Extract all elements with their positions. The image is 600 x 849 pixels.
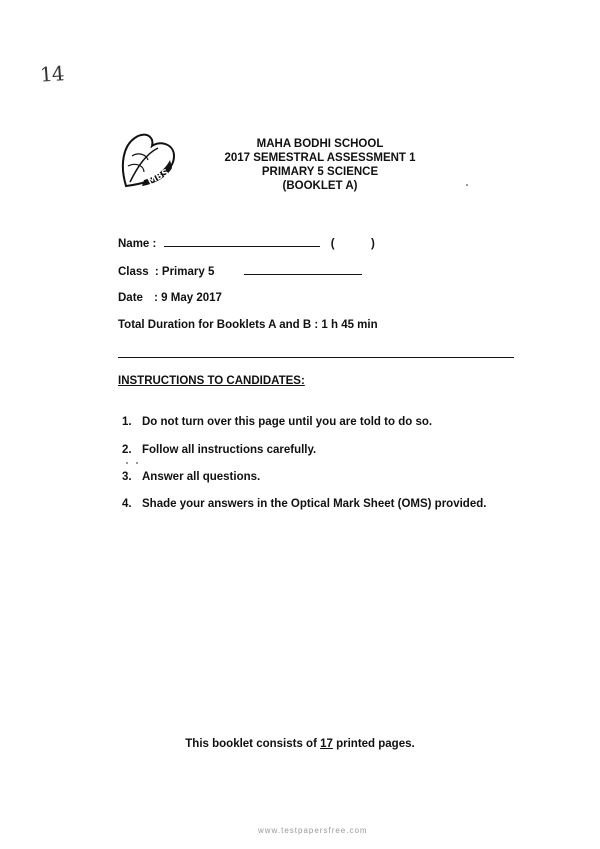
scan-speck: [466, 184, 468, 186]
date-field: [118, 292, 222, 304]
class-field: [118, 264, 362, 278]
total-duration: Total Duration for Booklets A and B : 1 h 45 min: [118, 319, 378, 331]
instruction-item: 3. Answer all questions.: [122, 471, 261, 483]
logo-letters: MBS: [146, 167, 171, 188]
handwritten-page-number: 14: [39, 61, 65, 87]
date-value: : 9 May 2017: [154, 292, 222, 304]
subject-title: PRIMARY 5 SCIENCE: [261, 166, 379, 178]
watermark: www.testpapersfree.com: [258, 826, 368, 835]
name-field: [118, 236, 375, 250]
page-count: 17: [320, 738, 333, 750]
class-value: : Primary 5: [154, 266, 215, 278]
page-count-note: This booklet consists of 17 printed pages.: [185, 738, 415, 750]
scan-speck: [136, 462, 138, 464]
instruction-item: 4. Shade your answers in the Optical Mark Sheet (OMS) provided.: [122, 498, 487, 510]
name-label: Name :: [118, 238, 157, 250]
scan-speck: [126, 462, 128, 464]
leaf-logo-icon: [118, 126, 180, 194]
class-label: Class: [118, 266, 149, 278]
document-header: [180, 137, 460, 193]
booklet-label: (BOOKLET A): [282, 180, 358, 192]
instructions-title: INSTRUCTIONS TO CANDIDATES:: [118, 375, 305, 387]
assessment-title: 2017 SEMESTRAL ASSESSMENT 1: [224, 152, 416, 164]
date-label: Date: [118, 292, 143, 304]
section-divider: [118, 357, 514, 358]
register-paren-close: ): [371, 238, 375, 250]
register-paren-open: (: [330, 238, 335, 250]
school-name: MAHA BODHI SCHOOL: [256, 138, 384, 150]
class-blank[interactable]: [244, 264, 362, 275]
name-blank[interactable]: [164, 236, 320, 247]
instruction-item: 2. Follow all instructions carefully.: [122, 444, 317, 456]
school-logo: [118, 126, 180, 194]
instruction-item: 1. Do not turn over this page until you are told to do so.: [122, 416, 433, 428]
